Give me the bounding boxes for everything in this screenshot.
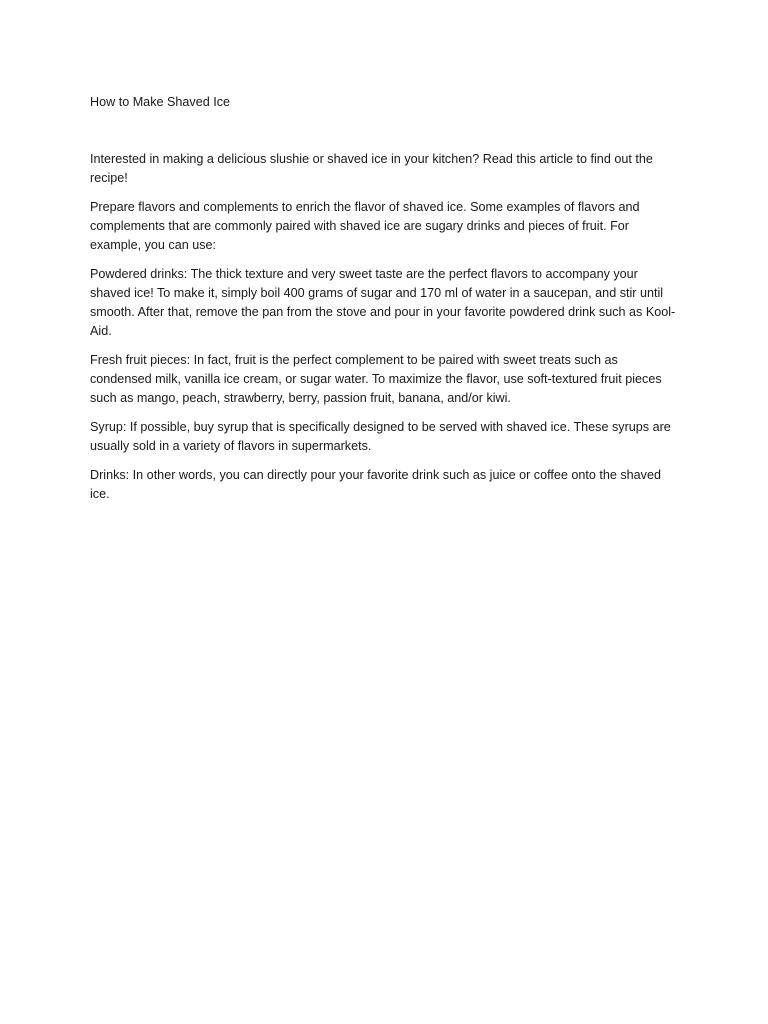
document-title: How to Make Shaved Ice [90,95,231,109]
paragraph-powdered-drinks: Powdered drinks: The thick texture and very sweet taste are the perfect flavors to accompany your shaved ice! To make it, simply boil 400 grams of sugar and 170 ml of water in a saucepan, and stir until smooth. After that, remove the pan from the stove and pour in your favorite powdered drink such as Kool-Aid. [90,267,676,338]
document-body [90,93,680,514]
paragraph-intro: Interested in making a delicious slushie or shaved ice in your kitchen? Read this article to find out the recipe! [90,152,653,185]
paragraph-fresh-fruit: Fresh fruit pieces: In fact, fruit is the perfect complement to be paired with sweet treats such as condensed milk, vanilla ice cream, or sugar water. To maximize the flavor, use soft-textured fruit pieces such as mango, peach, strawberry, berry, passion fruit, banana, and/or kiwi. [90,353,662,405]
paragraph-drinks: Drinks: In other words, you can directly pour your favorite drink such as juice or coffee onto the shaved ice. [90,468,661,501]
paragraph-syrup: Syrup: If possible, buy syrup that is specifically designed to be served with shaved ice. These syrups are usually sold in a variety of flavors in supermarkets. [90,420,671,453]
paragraph-prepare-flavors: Prepare flavors and complements to enrich the flavor of shaved ice. Some examples of flavors and complements that are commonly paired with shaved ice are sugary drinks and pieces of fruit. For example, you can use: [90,200,640,252]
